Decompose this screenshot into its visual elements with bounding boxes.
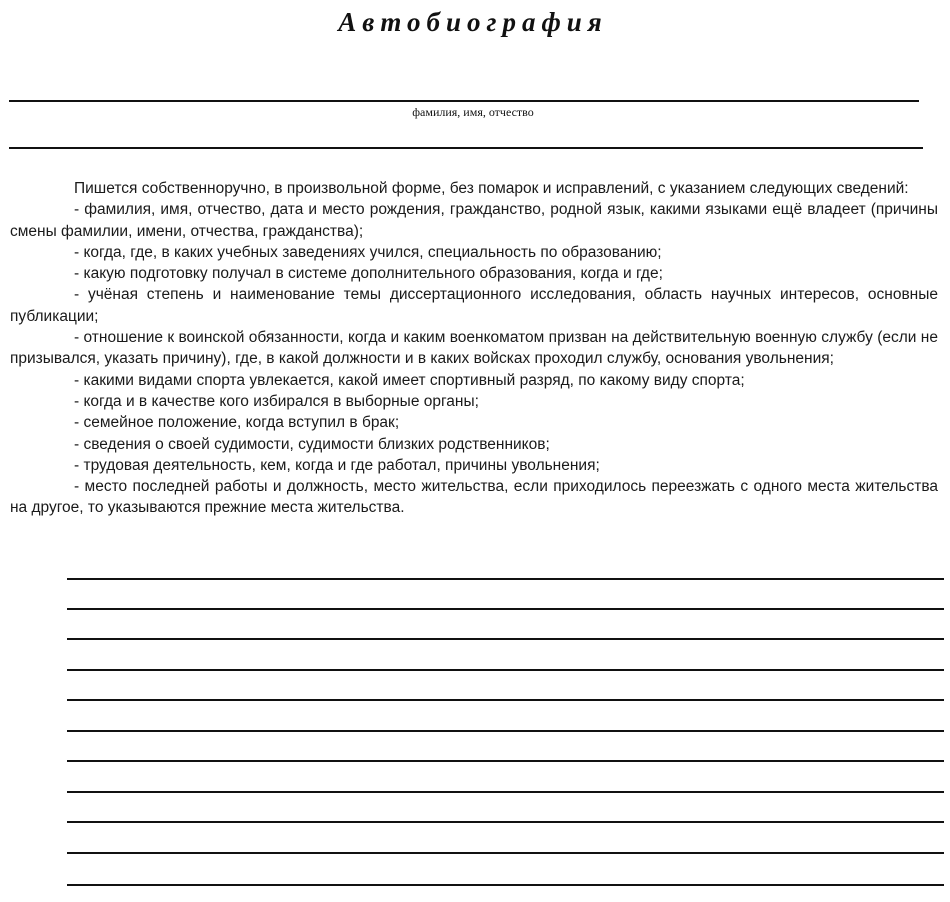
instruction-item: - какими видами спорта увлекается, какой имеет спортивный разряд, по какому виду спорта; [74, 371, 745, 389]
instructions-intro: Пишется собственноручно, в произвольной форме, без помарок и исправлений, с указанием следующих сведений: [74, 180, 909, 197]
writing-line[interactable] [67, 821, 944, 823]
instruction-item: - учёная степень и наименование темы диссертационного исследования, область научных интересов, основные публикации; [10, 286, 938, 325]
instruction-item: - фамилия, имя, отчество, дата и место рождения, гражданство, родной язык, какими языками ещё владеет (причины смены фамилии, имени, отчества, гражданства); [10, 201, 938, 240]
writing-line[interactable] [67, 638, 944, 640]
writing-line[interactable] [67, 608, 944, 610]
full-name-caption: фамилия, имя, отчество [412, 105, 534, 119]
instruction-item: - отношение к воинской обязанности, когда и каким военкоматом призван на действительную военную службу (если не призывался, указать причину), где, в какой должности и в каких войсках проходил службу, основания увольнения; [10, 329, 938, 368]
writing-line[interactable] [67, 791, 944, 793]
instructions-text [10, 178, 938, 519]
instruction-item: - какую подготовку получал в системе дополнительного образования, когда и где; [74, 265, 663, 283]
document-title: Автобиография [338, 7, 608, 37]
instruction-item: - сведения о своей судимости, судимости близких родственников; [74, 435, 550, 453]
writing-line[interactable] [67, 852, 944, 854]
writing-line[interactable] [67, 699, 944, 701]
writing-line[interactable] [67, 884, 944, 886]
instruction-item: - трудовая деятельность, кем, когда и где работал, причины увольнения; [74, 456, 600, 474]
full-name-line-continuation[interactable] [9, 147, 923, 149]
full-name-line[interactable] [9, 100, 919, 102]
instruction-item: - когда и в качестве кого избирался в выборные органы; [74, 392, 479, 410]
writing-line[interactable] [67, 578, 944, 580]
writing-line[interactable] [67, 669, 944, 671]
instruction-item: - место последней работы и должность, место жительства, если приходилось переезжать с одного места жительства на другое, то указываются прежние места жительства. [10, 478, 938, 517]
writing-line[interactable] [67, 730, 944, 732]
instruction-item: - когда, где, в каких учебных заведениях учился, специальность по образованию; [74, 243, 662, 261]
writing-line[interactable] [67, 760, 944, 762]
instruction-item: - семейное положение, когда вступил в брак; [74, 414, 400, 432]
